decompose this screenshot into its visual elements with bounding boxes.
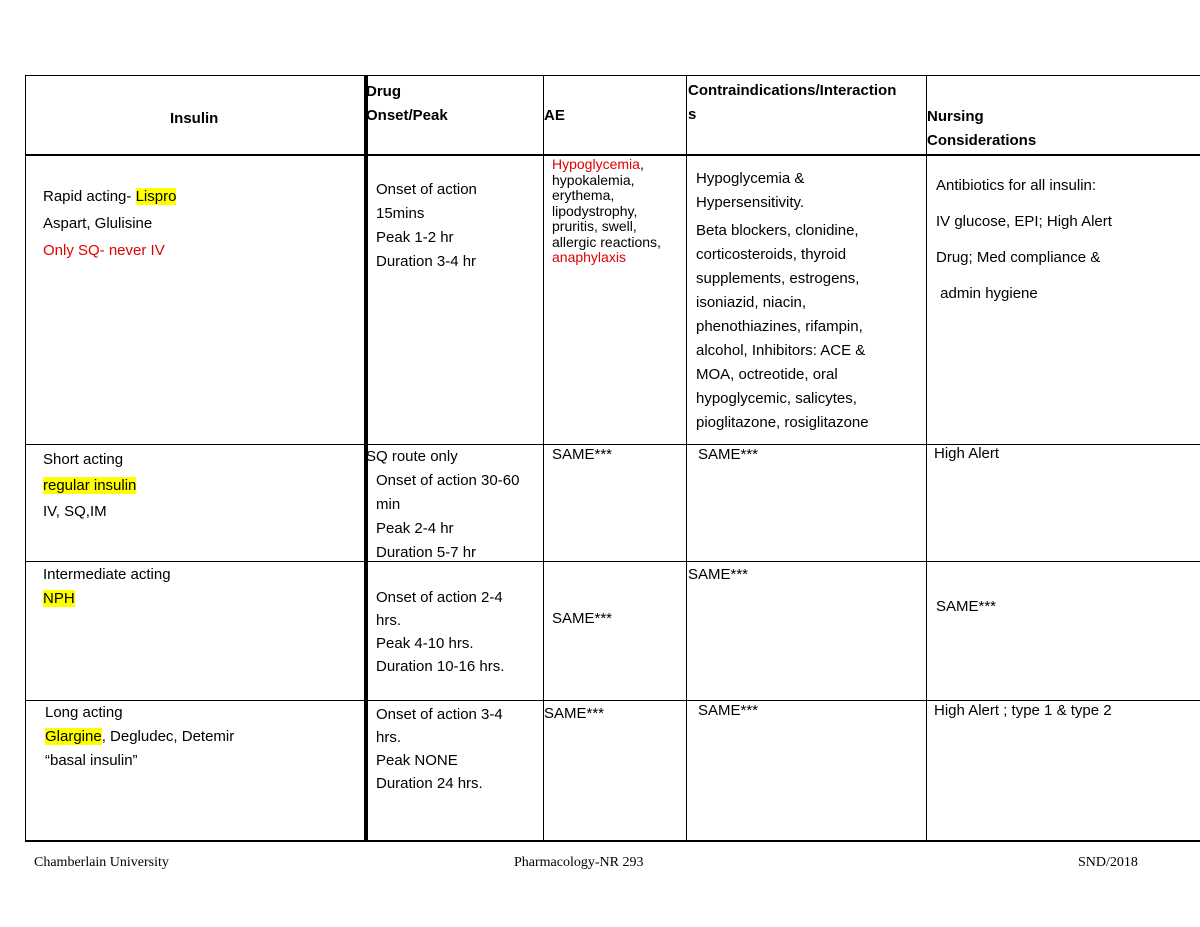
table-border-bottom	[25, 840, 1200, 842]
row1-nursing: Antibiotics for all insulin: IV glucose, EPI; High Alert Drug; Med compliance & admin hygiene	[936, 177, 1112, 302]
highlight-regular-insulin: regular insulin	[43, 477, 137, 494]
header-drug-onset-peak: Drug Onset/Peak	[366, 83, 448, 124]
row2-nursing: High Alert	[934, 445, 1000, 462]
header-insulin: Insulin	[170, 110, 219, 127]
row2-contraindications: SAME***	[698, 446, 759, 463]
row3-contraindications: SAME***	[688, 566, 749, 583]
header-nursing: Nursing Considerations	[927, 108, 1037, 149]
row1-ae: Hypoglycemia, hypokalemia, erythema, lipodystrophy, pruritis, swell, allergic reactions, anaphylaxis	[552, 156, 661, 265]
row4-insulin: Long acting Glargine, Degludec, Detemir “basal insulin”	[45, 704, 235, 769]
row2-ae: SAME***	[552, 446, 613, 463]
row2-insulin: Short acting regular insulin IV, SQ,IM	[43, 451, 137, 520]
highlight-glargine: Glargine	[45, 728, 102, 745]
row-divider-1	[25, 444, 1200, 445]
row-divider-2	[25, 561, 1200, 562]
header-contraindications: Contraindications/Interaction s	[688, 82, 897, 123]
row2-drug: SQ route only Onset of action 30-60 min Peak 2-4 hr Duration 5-7 hr	[366, 448, 520, 561]
row4-drug: Onset of action 3-4 hrs. Peak NONE Duration 24 hrs.	[376, 706, 503, 792]
highlight-lispro: Lispro	[135, 188, 177, 205]
header-ae: AE	[544, 107, 565, 124]
column-divider-ae	[543, 75, 544, 842]
row3-insulin: Intermediate acting NPH	[43, 566, 171, 607]
table-border-top	[25, 75, 1200, 76]
row1-drug: Onset of action 15mins Peak 1-2 hr Duration 3-4 hr	[376, 181, 477, 270]
row4-contraindications: SAME***	[698, 702, 759, 719]
row3-drug: Onset of action 2-4 hrs. Peak 4-10 hrs. Duration 10-16 hrs.	[376, 589, 505, 675]
footer-left: Chamberlain University	[34, 855, 169, 870]
row3-nursing: SAME***	[936, 598, 997, 615]
row1-contraindications: Hypoglycemia & Hypersensitivity. Beta blockers, clonidine, corticosteroids, thyroid supplements, estrogens, isoniazid, niacin, phenothiazines, rifampin, alcohol, Inhibitors: ACE & MOA, octreotide, oral hypoglycemic, salicytes, pioglitazone, rosiglitazone	[696, 170, 869, 431]
footer-right: SND/2018	[1078, 855, 1138, 870]
row3-ae: SAME***	[552, 610, 613, 627]
highlight-nph: NPH	[43, 590, 75, 607]
table-border-left	[25, 75, 26, 842]
row1-insulin: Rapid acting- Lispro Aspart, Glulisine Only SQ- never IV	[43, 188, 177, 259]
row4-nursing: High Alert ; type 1 & type 2	[934, 702, 1112, 719]
footer-center: Pharmacology-NR 293	[514, 855, 644, 870]
column-divider-nursing	[926, 75, 927, 842]
row4-ae: SAME***	[544, 705, 605, 722]
column-divider-contra	[686, 75, 687, 842]
